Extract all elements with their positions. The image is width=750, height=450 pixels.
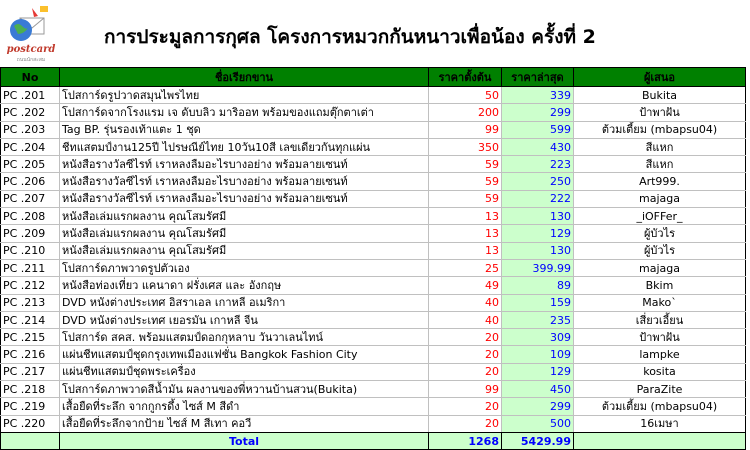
row-start-price: 20 (429, 346, 502, 363)
col-header-bidder: ผู้เสนอ (574, 68, 746, 87)
row-item-name: หนังสือท่องเที่ยว แคนาดา ฝรั่งเศส และ อังกฤษ (60, 277, 429, 294)
row-item-name: โปสการ์ดภาพวาดสีน้ำมัน ผลงานของพี่หวานบ้านสวน(Bukita) (60, 381, 429, 398)
row-start-price: 25 (429, 259, 502, 276)
row-latest-price: 130 (502, 242, 574, 259)
row-latest-price: 339 (502, 87, 574, 104)
table-row (1, 259, 746, 276)
row-latest-price: 130 (502, 208, 574, 225)
row-item-name: ชีทแสตมป์งาน125ปี ไปรษณีย์ไทย 10วัน10สี เลขเดียวกันทุกแผ่น (60, 138, 429, 155)
table-row (1, 156, 746, 173)
row-start-price: 59 (429, 156, 502, 173)
row-item-name: หนังสือเล่มแรกผลงาน คุณโสมรัศมี (60, 242, 429, 259)
table-row (1, 242, 746, 259)
row-no: PC .218 (1, 381, 60, 398)
row-bidder: majaga (574, 259, 746, 276)
row-latest-price: 159 (502, 294, 574, 311)
row-start-price: 59 (429, 173, 502, 190)
row-latest-price: 129 (502, 363, 574, 380)
row-latest-price: 250 (502, 173, 574, 190)
row-bidder: Bkim (574, 277, 746, 294)
row-bidder: Mako` (574, 294, 746, 311)
row-start-price: 40 (429, 311, 502, 328)
row-no: PC .216 (1, 346, 60, 363)
row-no: PC .205 (1, 156, 60, 173)
row-bidder: ป้าพาฝัน (574, 104, 746, 121)
table-row (1, 415, 746, 432)
row-start-price: 99 (429, 121, 502, 138)
logo-subtext: ถนนนักสะสม (16, 57, 46, 63)
total-bidder-empty (574, 432, 746, 449)
row-latest-price: 109 (502, 346, 574, 363)
table-row (1, 398, 746, 415)
row-latest-price: 450 (502, 381, 574, 398)
row-no: PC .219 (1, 398, 60, 415)
col-header-no: No (1, 68, 60, 87)
row-start-price: 49 (429, 277, 502, 294)
row-no: PC .204 (1, 138, 60, 155)
row-start-price: 13 (429, 242, 502, 259)
row-bidder: 16เมษา (574, 415, 746, 432)
row-item-name: DVD หนังต่างประเทศ เยอรมัน เกาหลี จีน (60, 311, 429, 328)
row-bidder: สีแหก (574, 156, 746, 173)
row-no: PC .203 (1, 121, 60, 138)
table-row (1, 277, 746, 294)
table-row (1, 363, 746, 380)
row-no: PC .212 (1, 277, 60, 294)
row-item-name: โปสการ์ดจากโรงแรม เจ ดับบลิว มาริออท พร้อมของแถมตุ๊กตาเต่า (60, 104, 429, 121)
table-row (1, 225, 746, 242)
row-no: PC .220 (1, 415, 60, 432)
table-row (1, 104, 746, 121)
row-item-name: เสื้อยืดที่ระลึก จากกูกรดึ้ง ไซส์ M สีดำ (60, 398, 429, 415)
row-latest-price: 223 (502, 156, 574, 173)
row-latest-price: 500 (502, 415, 574, 432)
table-row (1, 173, 746, 190)
table-row (1, 346, 746, 363)
logo-text: postcard (6, 44, 56, 55)
row-latest-price: 309 (502, 329, 574, 346)
table-row (1, 190, 746, 207)
row-item-name: หนังสือรางวัลซีไรท์ เราหลงลืมอะไรบางอย่าง พร้อมลายเซนท์ (60, 190, 429, 207)
row-no: PC .202 (1, 104, 60, 121)
row-latest-price: 89 (502, 277, 574, 294)
row-latest-price: 299 (502, 398, 574, 415)
table-row (1, 311, 746, 328)
table-row (1, 138, 746, 155)
row-item-name: หนังสือเล่มแรกผลงาน คุณโสมรัศมี (60, 208, 429, 225)
row-item-name: แผ่นชีทแสตมป์ชุดกรุงเทพเมืองแฟชั่น Bangkok Fashion City (60, 346, 429, 363)
row-latest-price: 235 (502, 311, 574, 328)
col-header-latest-price: ราคาล่าสุด (502, 68, 574, 87)
table-row (1, 121, 746, 138)
table-row (1, 87, 746, 104)
row-start-price: 20 (429, 415, 502, 432)
row-item-name: Tag BP. รุ่นรองเท้าแตะ 1 ชุด (60, 121, 429, 138)
row-no: PC .213 (1, 294, 60, 311)
row-item-name: หนังสือรางวัลซีไรท์ เราหลงลืมอะไรบางอย่าง พร้อมลายเซนท์ (60, 156, 429, 173)
row-bidder: majaga (574, 190, 746, 207)
total-row (1, 432, 746, 449)
row-no: PC .210 (1, 242, 60, 259)
table-row (1, 329, 746, 346)
row-item-name: หนังสือเล่มแรกผลงาน คุณโสมรัศมี (60, 225, 429, 242)
row-start-price: 40 (429, 294, 502, 311)
row-no: PC .215 (1, 329, 60, 346)
header-row (1, 68, 746, 87)
col-header-name: ชื่อเรียกขาน (60, 68, 429, 87)
row-start-price: 59 (429, 190, 502, 207)
row-start-price: 200 (429, 104, 502, 121)
row-no: PC .209 (1, 225, 60, 242)
row-bidder: Art999. (574, 173, 746, 190)
row-no: PC .208 (1, 208, 60, 225)
row-no: PC .211 (1, 259, 60, 276)
row-start-price: 13 (429, 225, 502, 242)
row-item-name: โปสการ์ดรูปวาดสมุนไพรไทย (60, 87, 429, 104)
row-item-name: DVD หนังต่างประเทศ อิสราเอล เกาหลี อเมริกา (60, 294, 429, 311)
row-no: PC .201 (1, 87, 60, 104)
row-bidder: เสี่ยวเอี้ยน (574, 311, 746, 328)
row-bidder: _iOFFer_ (574, 208, 746, 225)
row-start-price: 99 (429, 381, 502, 398)
total-label: Total (60, 432, 429, 449)
page-title: การประมูลการกุศล โครงการหมวกกันหนาวเพื่อน้อง ครั้งที่ 2 (104, 26, 596, 48)
row-latest-price: 399.99 (502, 259, 574, 276)
row-bidder: ผู้บัวไร (574, 225, 746, 242)
row-bidder: lampke (574, 346, 746, 363)
col-header-start-price: ราคาตั้งต้น (429, 68, 502, 87)
row-item-name: แผ่นชีทแสตมป์ชุดพระเครื่อง (60, 363, 429, 380)
auction-table (0, 67, 746, 450)
row-start-price: 13 (429, 208, 502, 225)
table-row (1, 381, 746, 398)
total-empty-cell (1, 432, 60, 449)
row-start-price: 50 (429, 87, 502, 104)
row-latest-price: 222 (502, 190, 574, 207)
row-bidder: kosita (574, 363, 746, 380)
row-no: PC .217 (1, 363, 60, 380)
total-latest-price: 5429.99 (502, 432, 574, 449)
row-bidder: Bukita (574, 87, 746, 104)
row-latest-price: 430 (502, 138, 574, 155)
row-bidder: สีแหก (574, 138, 746, 155)
row-item-name: เสื้อยืดที่ระลึกจากป้าย ไซส์ M สีเทา คอวี (60, 415, 429, 432)
table-row (1, 294, 746, 311)
row-bidder: ParaZite (574, 381, 746, 398)
row-bidder: ต้วมเตี้ยม (mbapsu04) (574, 121, 746, 138)
row-item-name: โปสการ์ด สคส. พร้อมแสตมป์ดอกกุหลาบ วันวาเลนไทน์ (60, 329, 429, 346)
row-start-price: 350 (429, 138, 502, 155)
row-bidder: ผู้บัวไร (574, 242, 746, 259)
row-latest-price: 129 (502, 225, 574, 242)
row-bidder: ต้วมเตี้ยม (mbapsu04) (574, 398, 746, 415)
row-no: PC .206 (1, 173, 60, 190)
row-latest-price: 599 (502, 121, 574, 138)
row-latest-price: 299 (502, 104, 574, 121)
row-item-name: หนังสือรางวัลซีไรท์ เราหลงลืมอะไรบางอย่าง พร้อมลายเซนท์ (60, 173, 429, 190)
table-row (1, 208, 746, 225)
row-start-price: 20 (429, 398, 502, 415)
row-start-price: 20 (429, 329, 502, 346)
total-start-price: 1268 (429, 432, 502, 449)
row-no: PC .214 (1, 311, 60, 328)
row-no: PC .207 (1, 190, 60, 207)
row-bidder: ป้าพาฝัน (574, 329, 746, 346)
row-start-price: 20 (429, 363, 502, 380)
row-item-name: โปสการ์ดภาพวาดรูปตัวเอง (60, 259, 429, 276)
